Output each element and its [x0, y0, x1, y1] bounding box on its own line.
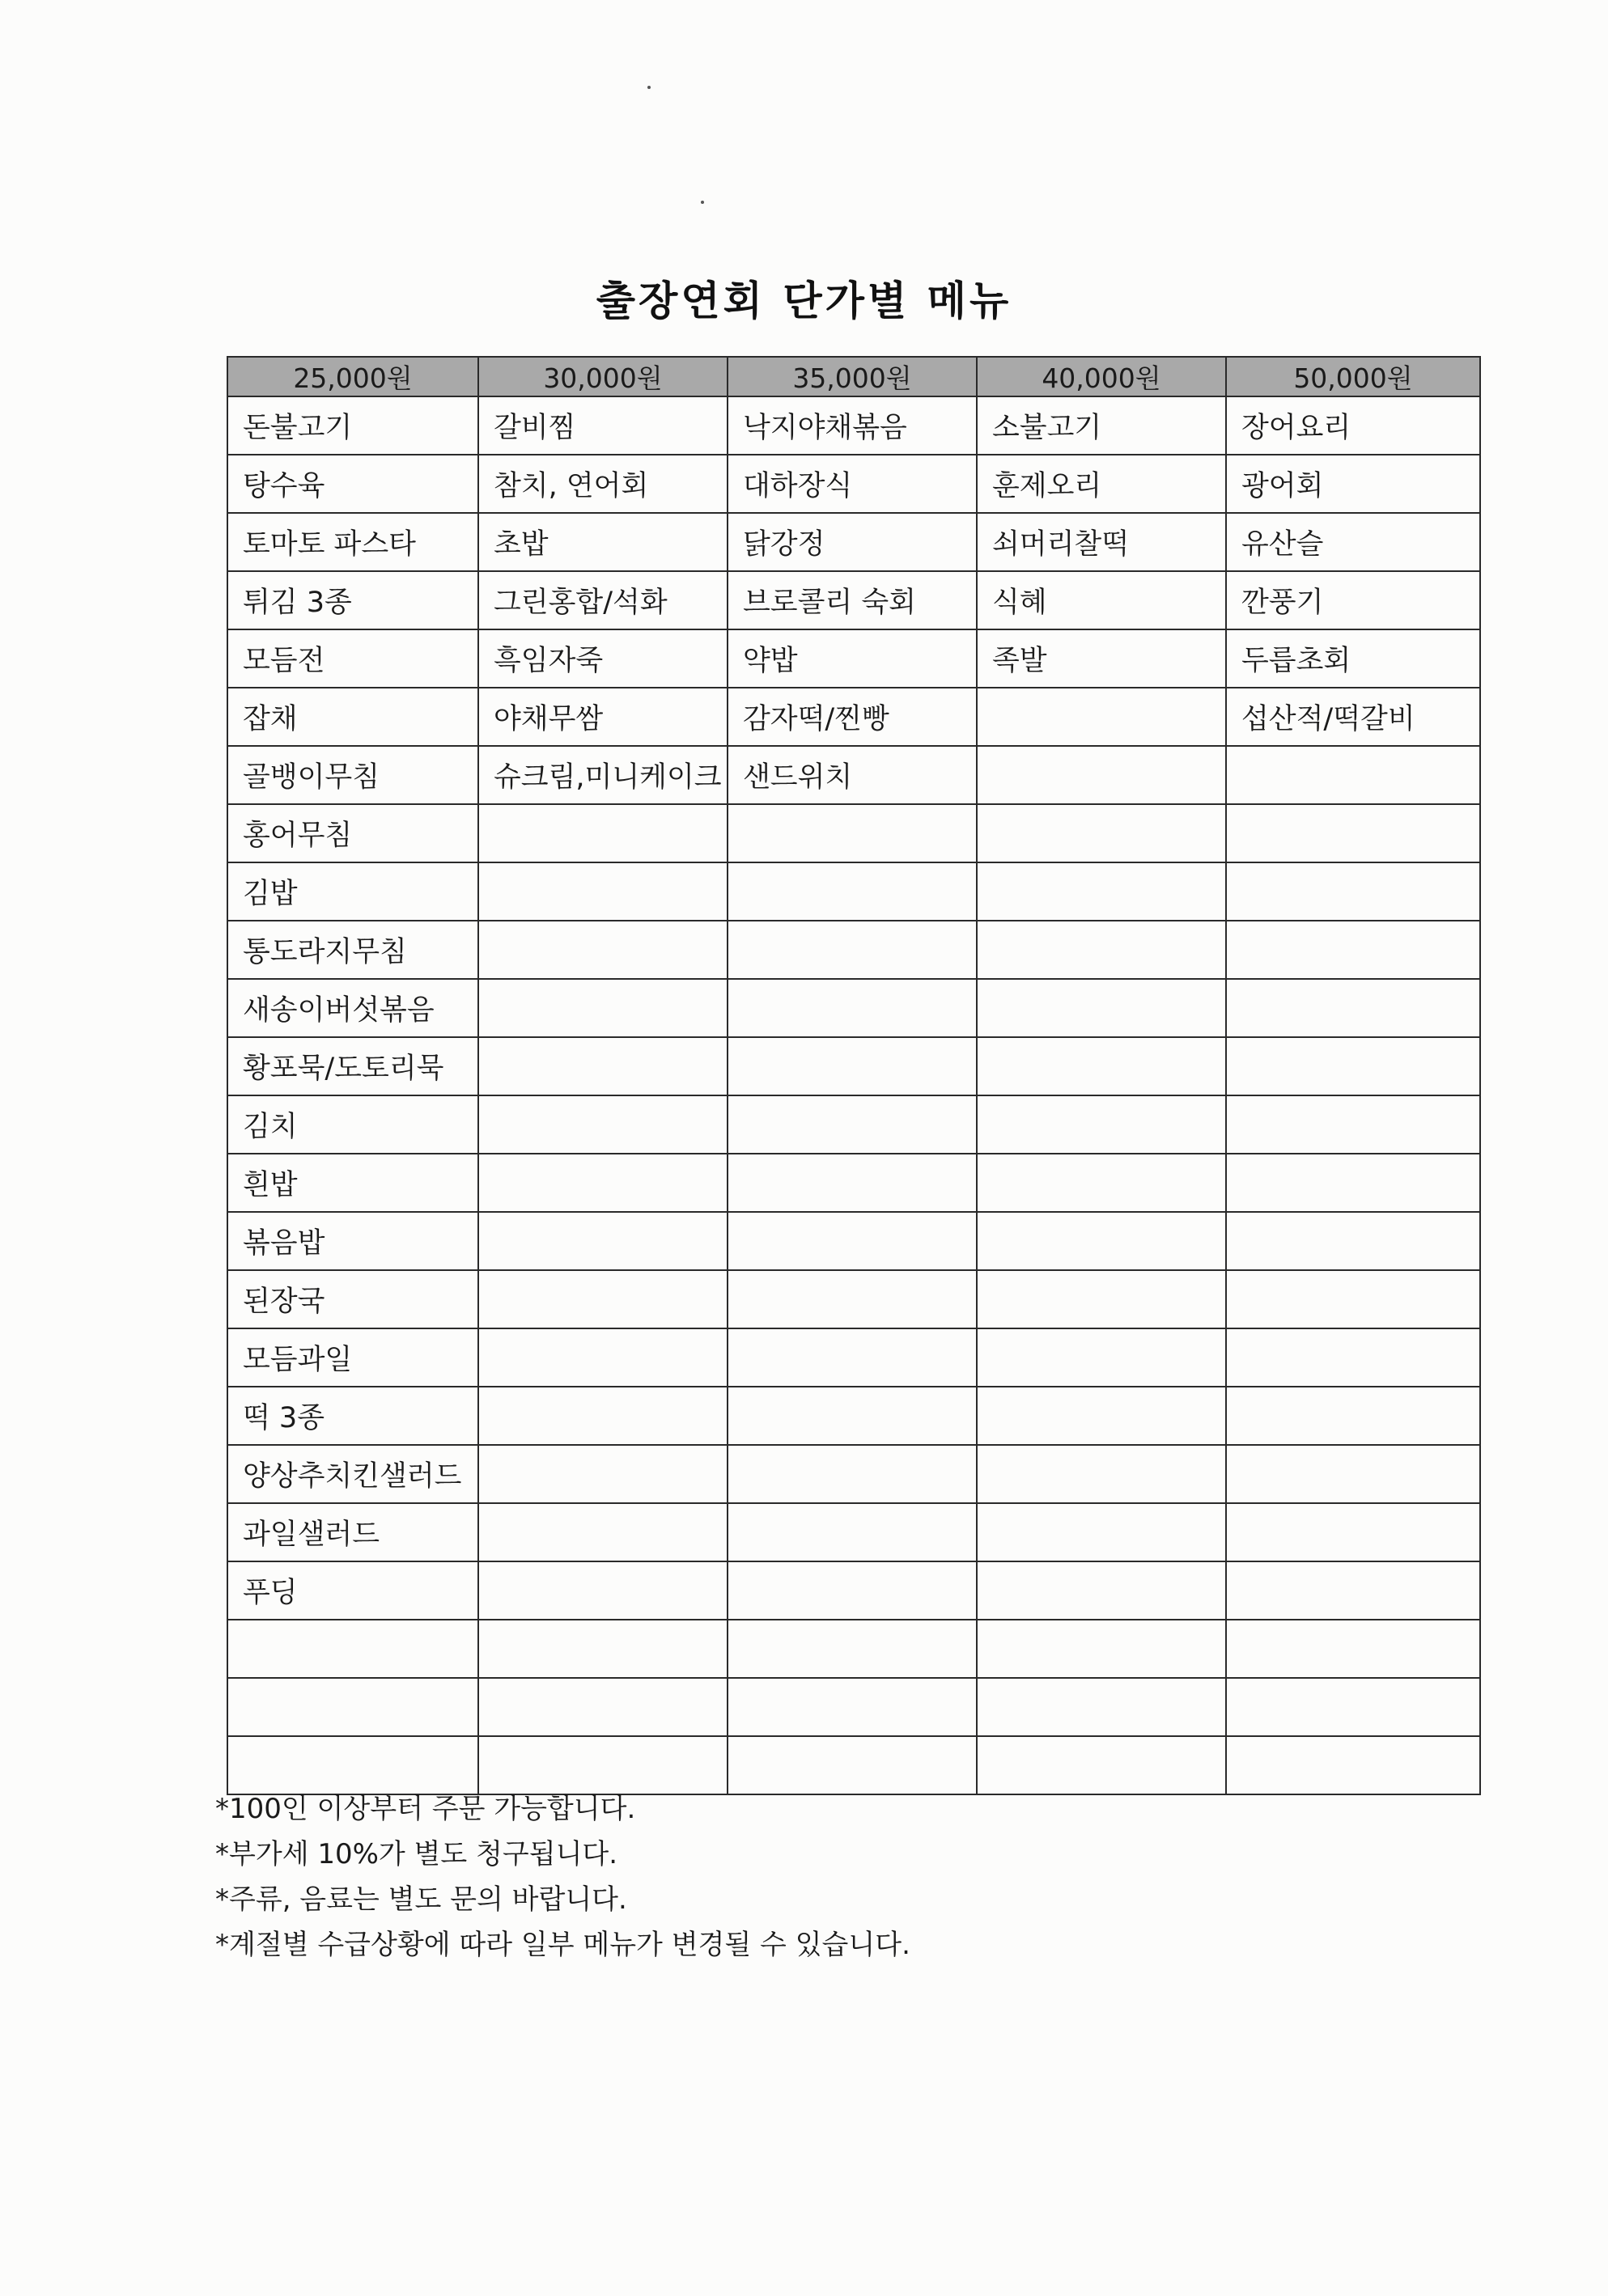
menu-item-cell: 김치	[227, 1095, 478, 1154]
menu-item-cell	[977, 1037, 1226, 1095]
menu-item-cell: 갈비찜	[478, 396, 728, 455]
note-line: *주류, 음료는 별도 문의 바랍니다.	[215, 1883, 627, 1916]
menu-item-cell	[227, 1620, 478, 1678]
table-row	[227, 1561, 1480, 1620]
menu-item-cell: 브로콜리 숙회	[728, 571, 977, 629]
table-row	[227, 629, 1480, 688]
menu-item-cell: 섭산적/떡갈비	[1226, 688, 1480, 746]
menu-item-cell	[478, 1270, 728, 1328]
menu-item-cell	[728, 1620, 977, 1678]
menu-item-cell	[1226, 1154, 1480, 1212]
menu-item-cell	[977, 1620, 1226, 1678]
menu-item-cell	[977, 862, 1226, 921]
menu-item-cell	[478, 1561, 728, 1620]
menu-item-cell	[728, 1678, 977, 1736]
menu-item-cell: 흑임자죽	[478, 629, 728, 688]
menu-item-cell: 유산슬	[1226, 513, 1480, 571]
menu-item-cell	[1226, 746, 1480, 804]
menu-item-cell: 푸딩	[227, 1561, 478, 1620]
menu-item-cell: 깐풍기	[1226, 571, 1480, 629]
menu-item-cell	[1226, 1270, 1480, 1328]
menu-item-cell	[1226, 1037, 1480, 1095]
menu-item-cell: 샌드위치	[728, 746, 977, 804]
menu-item-cell: 초밥	[478, 513, 728, 571]
menu-item-cell	[977, 1270, 1226, 1328]
table-row	[227, 1445, 1480, 1503]
menu-item-cell: 모듬전	[227, 629, 478, 688]
menu-item-cell	[478, 804, 728, 862]
menu-item-cell	[1226, 1387, 1480, 1445]
table-row	[227, 1387, 1480, 1445]
menu-item-cell: 과일샐러드	[227, 1503, 478, 1561]
menu-item-cell	[1226, 921, 1480, 979]
paper-speck	[701, 201, 704, 204]
menu-item-cell	[977, 921, 1226, 979]
menu-item-cell	[227, 1678, 478, 1736]
menu-item-cell	[478, 1095, 728, 1154]
menu-item-cell: 볶음밥	[227, 1212, 478, 1270]
menu-item-cell	[1226, 862, 1480, 921]
menu-item-cell	[478, 1212, 728, 1270]
menu-item-cell: 낙지야채볶음	[728, 396, 977, 455]
menu-item-cell: 흰밥	[227, 1154, 478, 1212]
menu-item-cell	[977, 1095, 1226, 1154]
menu-item-cell	[1226, 1212, 1480, 1270]
menu-item-cell	[1226, 1095, 1480, 1154]
menu-item-cell	[977, 804, 1226, 862]
menu-item-cell: 식혜	[977, 571, 1226, 629]
menu-item-cell: 김밥	[227, 862, 478, 921]
notes-section	[215, 1786, 910, 1968]
menu-item-cell	[977, 688, 1226, 746]
menu-item-cell: 참치, 연어회	[478, 455, 728, 513]
menu-item-cell: 그린홍합/석화	[478, 571, 728, 629]
price-menu-table	[227, 356, 1481, 1795]
menu-item-cell: 야채무쌈	[478, 688, 728, 746]
menu-item-cell	[728, 1270, 977, 1328]
menu-item-cell: 돈불고기	[227, 396, 478, 455]
menu-item-cell	[977, 1736, 1226, 1794]
menu-item-cell: 떡 3종	[227, 1387, 478, 1445]
menu-item-cell	[977, 1678, 1226, 1736]
menu-item-cell	[728, 1154, 977, 1212]
menu-item-cell: 약밥	[728, 629, 977, 688]
menu-item-cell: 황포묵/도토리묵	[227, 1037, 478, 1095]
price-header: 35,000원	[728, 357, 977, 396]
menu-item-cell: 새송이버섯볶음	[227, 979, 478, 1037]
price-header: 40,000원	[977, 357, 1226, 396]
menu-item-cell: 장어요리	[1226, 396, 1480, 455]
menu-item-cell	[728, 1445, 977, 1503]
menu-item-cell: 대하장식	[728, 455, 977, 513]
menu-item-cell: 튀김 3종	[227, 571, 478, 629]
menu-item-cell	[478, 1328, 728, 1387]
menu-item-cell	[977, 1154, 1226, 1212]
table-row	[227, 1212, 1480, 1270]
menu-item-cell: 슈크림,미니케이크	[478, 746, 728, 804]
table-row	[227, 979, 1480, 1037]
menu-item-cell: 훈제오리	[977, 455, 1226, 513]
price-header: 25,000원	[227, 357, 478, 396]
menu-item-cell	[728, 1503, 977, 1561]
menu-item-cell: 두릅초회	[1226, 629, 1480, 688]
table-row	[227, 1154, 1480, 1212]
table-row	[227, 396, 1480, 455]
table-row	[227, 1503, 1480, 1561]
menu-item-cell: 된장국	[227, 1270, 478, 1328]
menu-item-cell: 모듬과일	[227, 1328, 478, 1387]
menu-item-cell	[728, 1095, 977, 1154]
menu-item-cell	[728, 804, 977, 862]
table-row	[227, 513, 1480, 571]
menu-item-cell: 양상추치킨샐러드	[227, 1445, 478, 1503]
table-row	[227, 862, 1480, 921]
menu-item-cell	[977, 1212, 1226, 1270]
table-row	[227, 1037, 1480, 1095]
menu-item-cell	[478, 1620, 728, 1678]
menu-item-cell	[728, 1212, 977, 1270]
table-row	[227, 804, 1480, 862]
menu-item-cell	[1226, 1445, 1480, 1503]
menu-item-cell	[1226, 804, 1480, 862]
table-row	[227, 921, 1480, 979]
table-row	[227, 1678, 1480, 1736]
paper-speck	[647, 86, 651, 89]
menu-item-cell	[977, 1445, 1226, 1503]
menu-item-cell	[728, 1561, 977, 1620]
menu-item-cell	[728, 862, 977, 921]
menu-item-cell	[1226, 1561, 1480, 1620]
table-row	[227, 455, 1480, 513]
menu-item-cell	[1226, 979, 1480, 1037]
menu-item-cell: 탕수육	[227, 455, 478, 513]
menu-table-body	[227, 396, 1480, 1794]
note-line: *100인 이상부터 주문 가능합니다.	[215, 1793, 636, 1825]
menu-item-cell	[1226, 1503, 1480, 1561]
menu-item-cell: 토마토 파스타	[227, 513, 478, 571]
menu-item-cell	[1226, 1678, 1480, 1736]
table-row	[227, 688, 1480, 746]
menu-item-cell	[728, 1037, 977, 1095]
menu-item-cell	[977, 1387, 1226, 1445]
menu-item-cell: 잡채	[227, 688, 478, 746]
menu-item-cell: 족발	[977, 629, 1226, 688]
menu-item-cell	[1226, 1736, 1480, 1794]
table-row	[227, 571, 1480, 629]
price-header: 50,000원	[1226, 357, 1480, 396]
table-row	[227, 1270, 1480, 1328]
menu-item-cell	[478, 862, 728, 921]
menu-item-cell	[478, 1387, 728, 1445]
page-title: 출장연회 단가별 메뉴	[596, 277, 1012, 324]
menu-item-cell	[728, 1328, 977, 1387]
menu-item-cell	[478, 1678, 728, 1736]
menu-item-cell	[478, 979, 728, 1037]
note-line: *부가세 10%가 별도 청구됩니다.	[215, 1838, 618, 1870]
table-row	[227, 1328, 1480, 1387]
menu-item-cell	[1226, 1620, 1480, 1678]
menu-item-cell: 소불고기	[977, 396, 1226, 455]
menu-item-cell: 홍어무침	[227, 804, 478, 862]
menu-item-cell	[478, 1154, 728, 1212]
menu-item-cell	[977, 746, 1226, 804]
menu-item-cell	[728, 1387, 977, 1445]
menu-item-cell	[728, 979, 977, 1037]
menu-item-cell: 쇠머리찰떡	[977, 513, 1226, 571]
menu-item-cell: 통도라지무침	[227, 921, 478, 979]
menu-item-cell	[478, 921, 728, 979]
menu-item-cell	[977, 1503, 1226, 1561]
menu-item-cell	[728, 921, 977, 979]
menu-item-cell	[977, 979, 1226, 1037]
menu-item-cell: 골뱅이무침	[227, 746, 478, 804]
note-line: *계절별 수급상황에 따라 일부 메뉴가 변경될 수 있습니다.	[215, 1929, 910, 1961]
menu-item-cell	[1226, 1328, 1480, 1387]
price-header-row	[227, 357, 1480, 396]
menu-item-cell: 닭강정	[728, 513, 977, 571]
price-header: 30,000원	[478, 357, 728, 396]
menu-item-cell	[478, 1445, 728, 1503]
menu-item-cell	[977, 1328, 1226, 1387]
menu-item-cell	[478, 1037, 728, 1095]
table-row	[227, 1620, 1480, 1678]
menu-item-cell: 광어회	[1226, 455, 1480, 513]
menu-item-cell: 감자떡/찐빵	[728, 688, 977, 746]
menu-item-cell	[977, 1561, 1226, 1620]
menu-item-cell	[478, 1503, 728, 1561]
table-row	[227, 746, 1480, 804]
table-row	[227, 1095, 1480, 1154]
